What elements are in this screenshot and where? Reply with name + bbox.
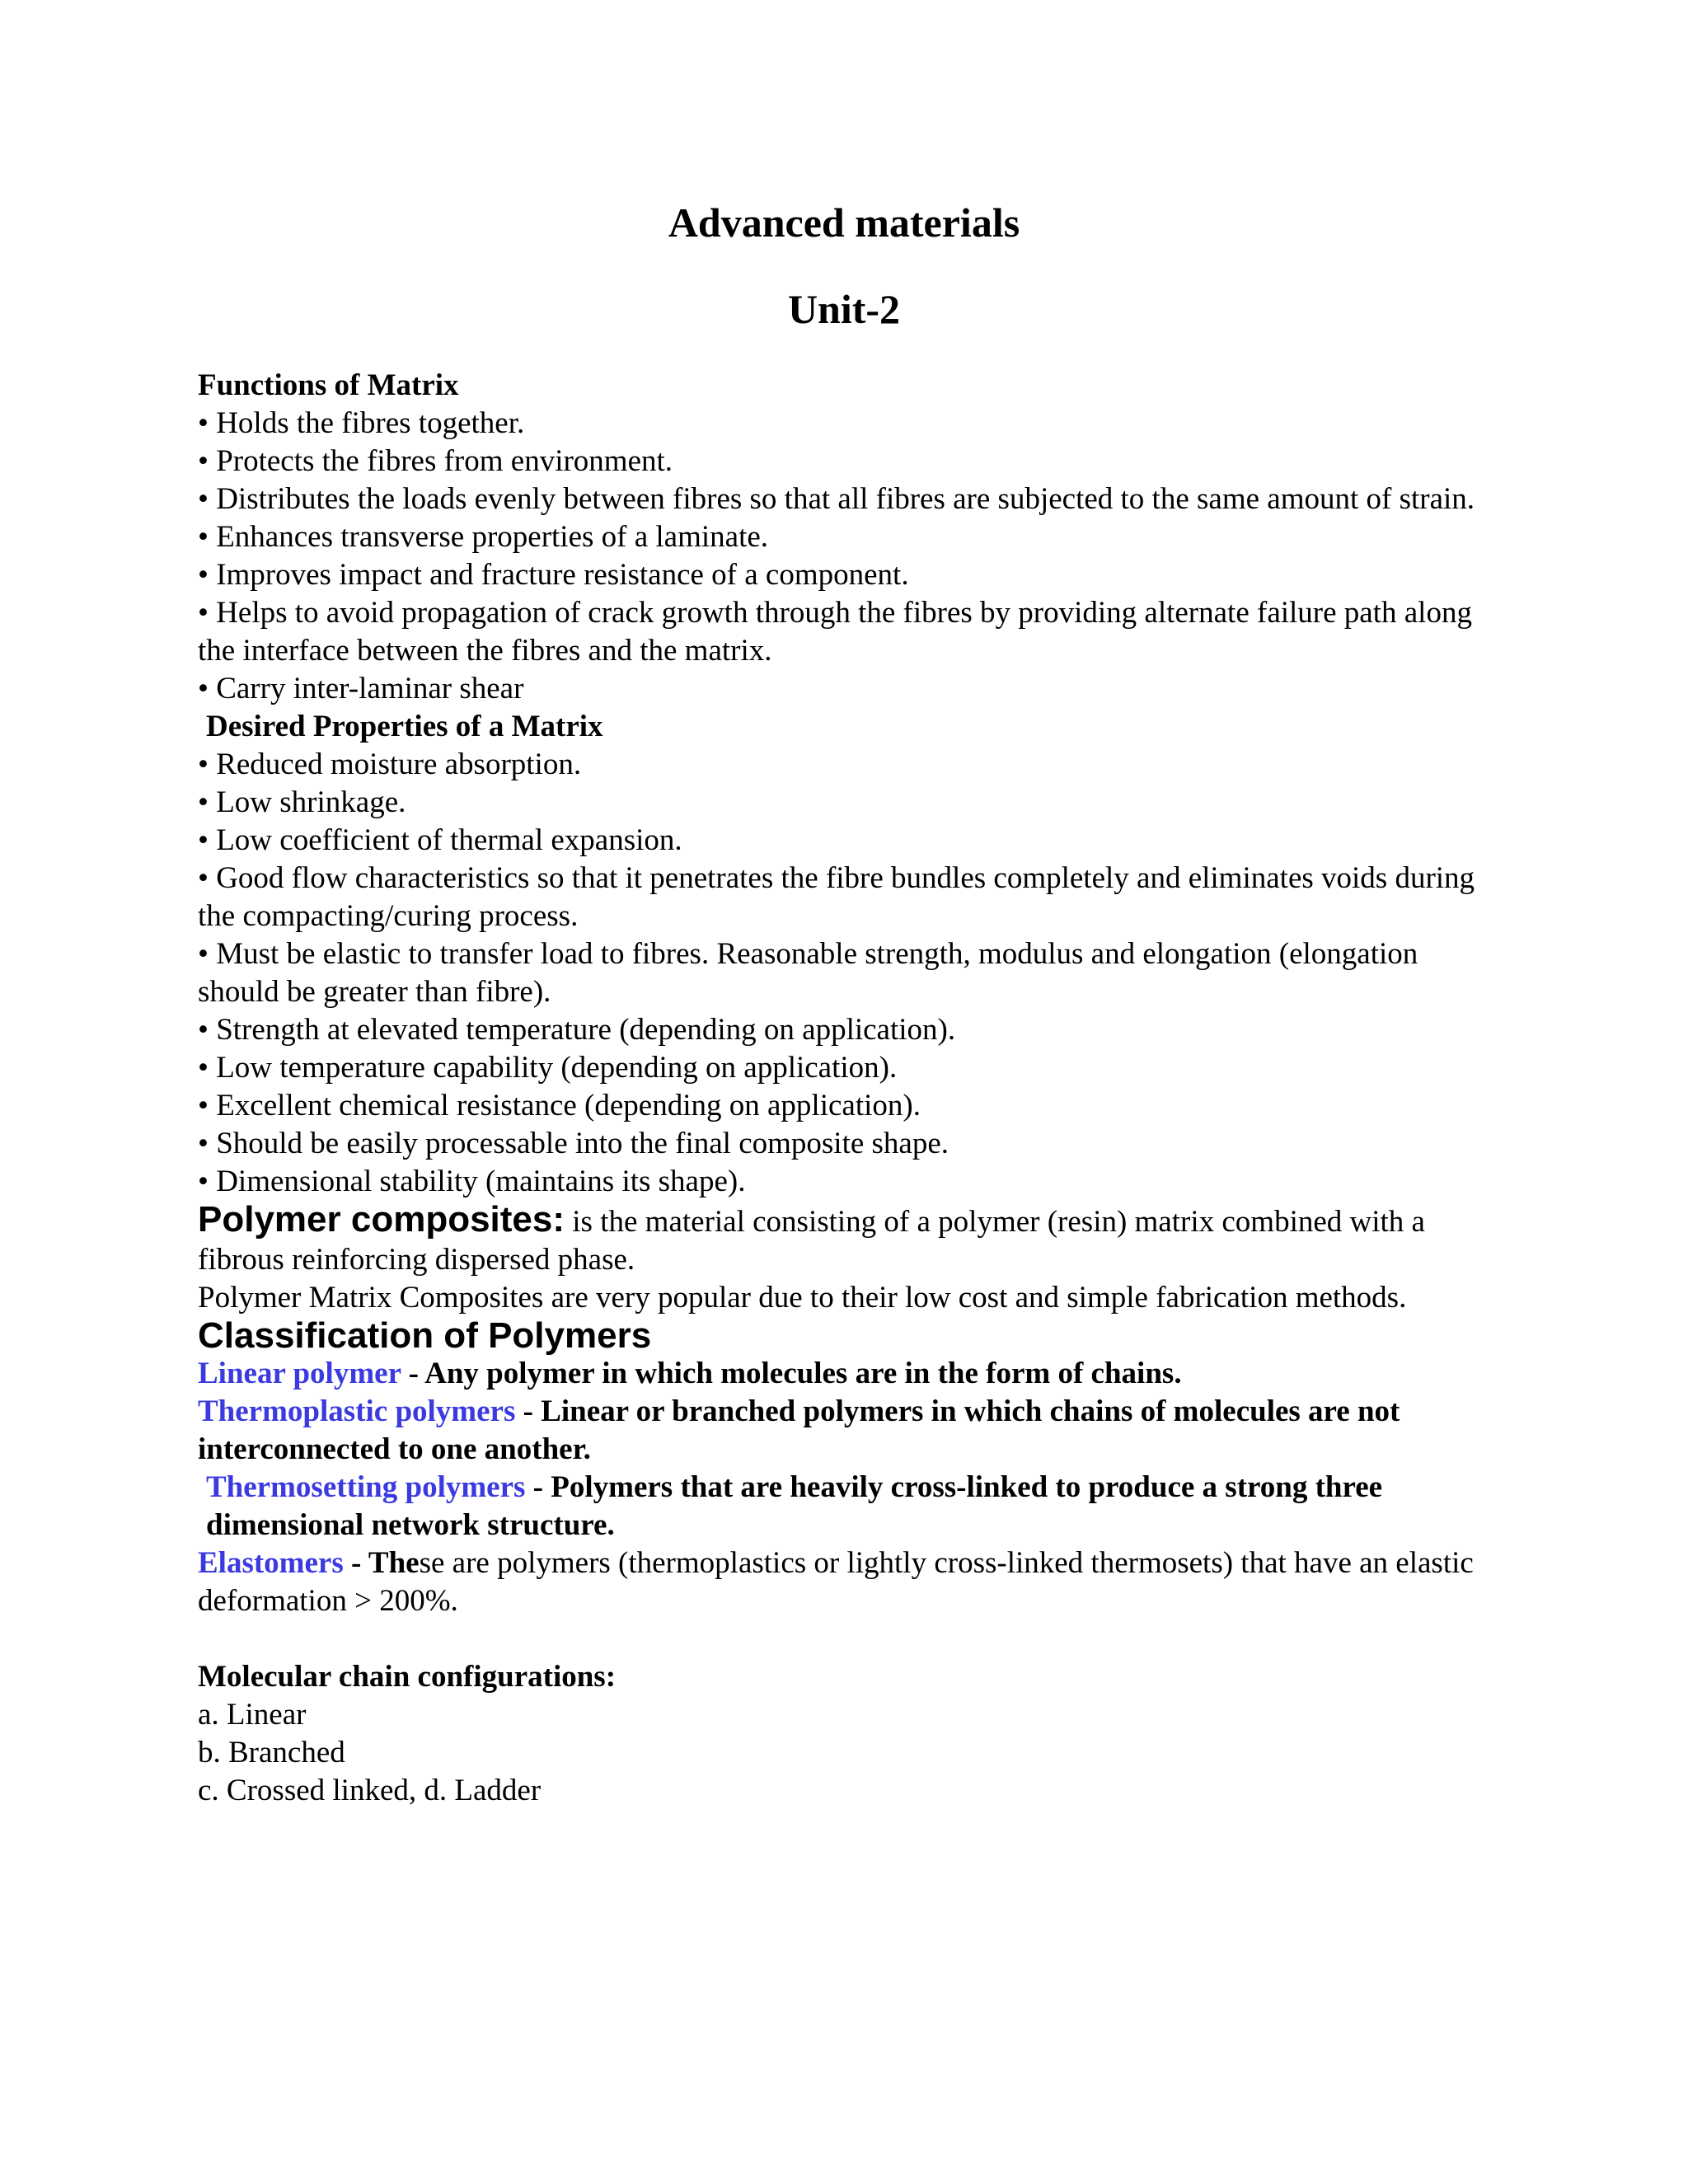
polymer-composites-note: Polymer Matrix Composites are very popular due to their low cost and simple fabrication methods. xyxy=(198,1281,1407,1315)
polymer-composites-paragraph xyxy=(198,1201,1500,1279)
list-item: • Good flow characteristics so that it penetrates the fibre bundles completely and eliminates voids during the compacting/curing process. xyxy=(198,861,1475,933)
elastomers-definition: se are polymers (thermoplastics or lightly cross-linked thermosets) that have an elastic deformation > 200%. xyxy=(198,1546,1474,1618)
list-item: • Low shrinkage. xyxy=(198,785,406,819)
thermosetting-polymers-definition: - Polymers that are heavily cross-linked to produce a strong three dimensional network structure. xyxy=(206,1470,1383,1542)
list-item: • Low temperature capability (depending on application). xyxy=(198,1051,898,1085)
list-item: • Excellent chemical resistance (depending on application). xyxy=(198,1089,921,1122)
linear-polymer-definition: - Any polymer in which molecules are in the form of chains. xyxy=(401,1357,1182,1390)
list-item: • Holds the fibres together. xyxy=(198,406,525,440)
thermoplastic-polymers-definition: - Linear or branched polymers in which chains of molecules are not interconnected to one another. xyxy=(198,1394,1400,1466)
molecular-chains-heading: Molecular chain configurations: xyxy=(198,1660,617,1694)
list-item: • Dimensional stability (maintains its shape). xyxy=(198,1165,746,1198)
document-body xyxy=(198,367,1500,1810)
list-item: • Carry inter-laminar shear xyxy=(198,672,524,705)
linear-polymer-term: Linear polymer xyxy=(198,1357,401,1390)
list-item: • Protects the fibres from environment. xyxy=(198,444,673,478)
polymer-composites-term: Polymer composites: xyxy=(198,1199,565,1240)
list-item: • Strength at elevated temperature (depending on application). xyxy=(198,1013,956,1047)
list-item: • Enhances transverse properties of a laminate. xyxy=(198,520,769,554)
section-spacer xyxy=(198,1620,1500,1658)
classification-item-elastomers xyxy=(198,1544,1500,1620)
thermosetting-polymers-term: Thermosetting polymers xyxy=(206,1470,526,1504)
polymer-composites-definition: is the material consisting of a polymer (resin) matrix combined with a fibrous reinforcing dispersed phase. xyxy=(198,1205,1425,1277)
classification-item-thermosetting xyxy=(198,1469,1500,1544)
list-item: • Improves impact and fracture resistance of a component. xyxy=(198,558,909,592)
classification-heading: Classification of Polymers xyxy=(198,1315,652,1356)
thermoplastic-polymers-term: Thermoplastic polymers xyxy=(198,1394,516,1428)
list-item: a. Linear xyxy=(198,1698,307,1732)
document-title: Advanced materials xyxy=(668,199,1020,246)
list-item: c. Crossed linked, d. Ladder xyxy=(198,1774,542,1807)
list-item: b. Branched xyxy=(198,1736,345,1769)
elastomers-term: Elastomers xyxy=(198,1546,344,1580)
list-item: • Helps to avoid propagation of crack growth through the fibres by providing alternate failure path along the interface between the fibres and the matrix. xyxy=(198,596,1472,668)
list-item: • Low coefficient of thermal expansion. xyxy=(198,823,682,857)
list-item: • Reduced moisture absorption. xyxy=(198,748,582,781)
elastomers-definition-bold: - The xyxy=(343,1546,420,1580)
document-subtitle: Unit-2 xyxy=(787,286,901,332)
classification-item-linear xyxy=(198,1355,1500,1393)
list-item: • Distributes the loads evenly between fibres so that all fibres are subjected to the same amount of strain. xyxy=(198,482,1475,516)
list-item: • Should be easily processable into the final composite shape. xyxy=(198,1127,950,1160)
desired-properties-heading: Desired Properties of a Matrix xyxy=(206,710,603,743)
functions-heading: Functions of Matrix xyxy=(198,368,459,402)
list-item: • Must be elastic to transfer load to fibres. Reasonable strength, modulus and elongation (elongation should be greater than fibre). xyxy=(198,937,1418,1009)
classification-item-thermoplastic xyxy=(198,1393,1500,1469)
